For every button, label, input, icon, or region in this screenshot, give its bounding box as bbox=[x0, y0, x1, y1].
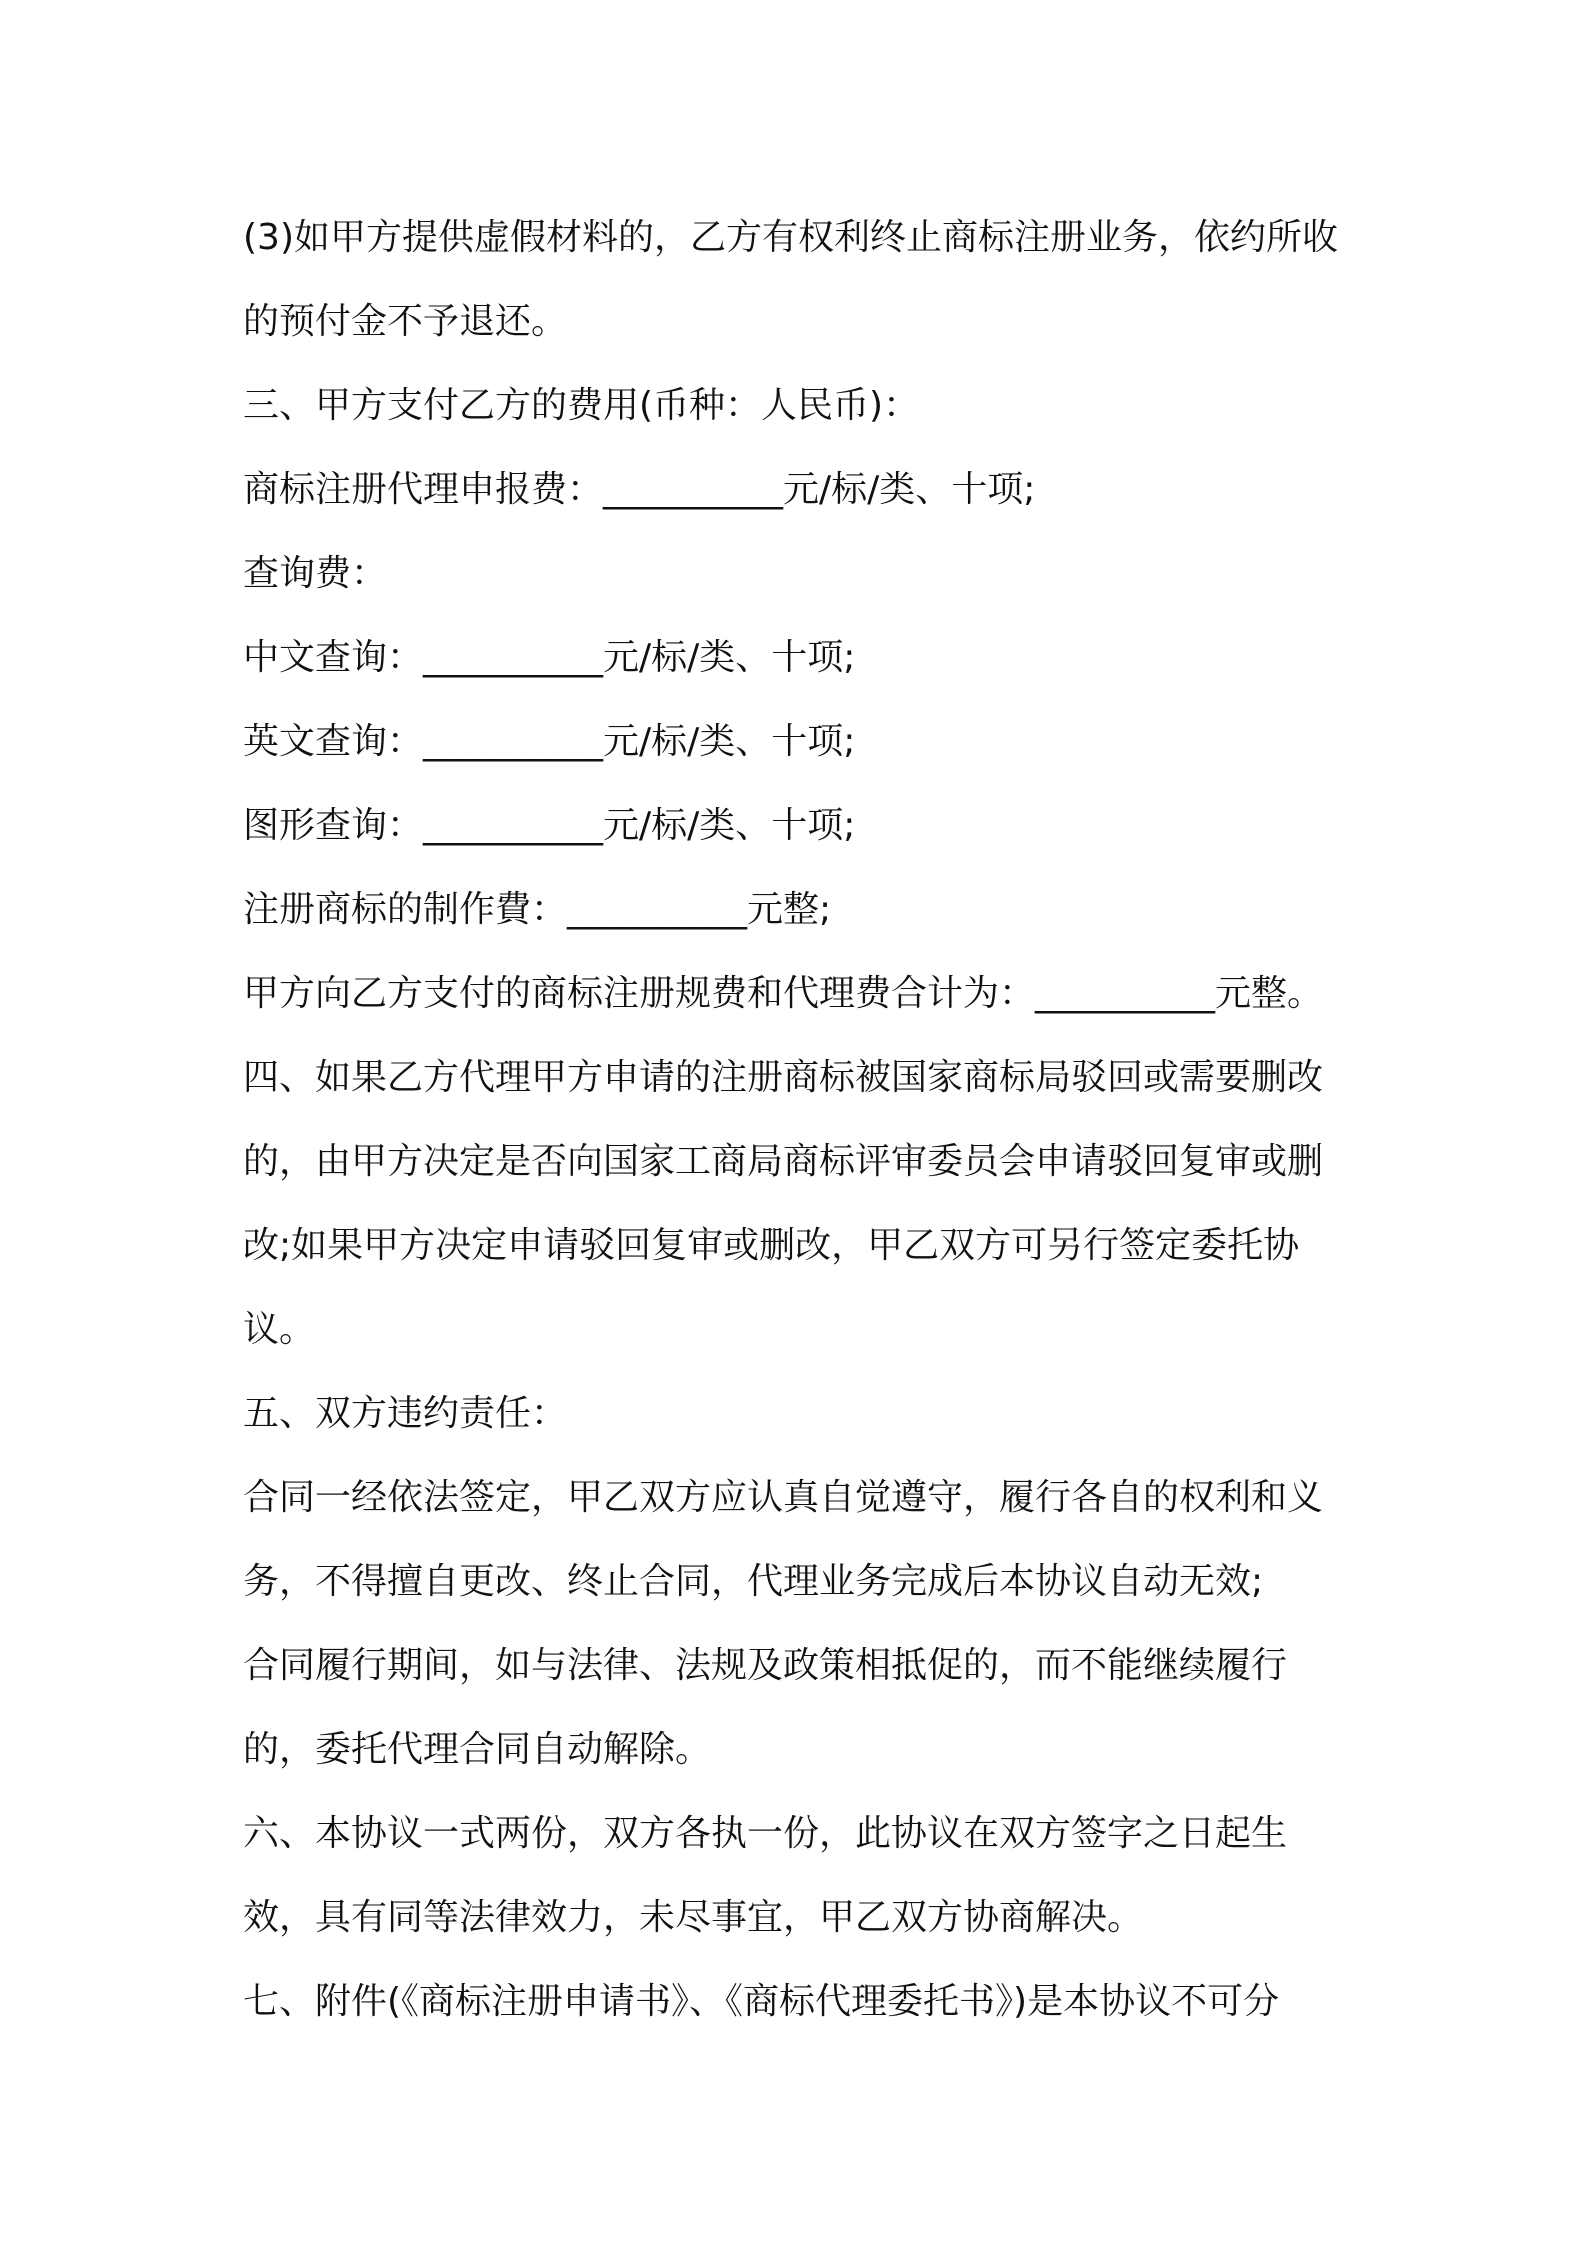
fee-line-graphic-search: 图形查询：__________元/标/类、十项; bbox=[243, 805, 856, 846]
document-body bbox=[243, 196, 1358, 2044]
fee-line-agency-filing: 商标注册代理申报费：__________元/标/类、十项; bbox=[243, 469, 1036, 510]
paragraph-false-material-clause: (3)如甲方提供虚假材料的，乙方有权利终止商标注册业务，依约所收的预付金不予退还。 bbox=[243, 217, 1338, 342]
fee-line-english-search: 英文查询：__________元/标/类、十项; bbox=[243, 721, 856, 762]
fee-line-chinese-search: 中文查询：__________元/标/类、十项; bbox=[243, 637, 856, 678]
paragraph-section-six-copies: 六、本协议一式两份，双方各执一份，此协议在双方签字之日起生效，具有同等法律效力，未尽事宜，甲乙双方协商解决。 bbox=[243, 1813, 1288, 1938]
heading-section-five-liability: 五、双方违约责任： bbox=[243, 1393, 568, 1434]
heading-section-three-fees: 三、甲方支付乙方的费用(币种：人民币)： bbox=[243, 385, 920, 426]
fee-line-total: 甲方向乙方支付的商标注册规费和代理费合计为：__________元整。 bbox=[243, 973, 1324, 1014]
paragraph-contract-compliance: 合同一经依法签定，甲乙双方应认真自觉遵守，履行各自的权利和义务，不得擅自更改、终止合同，代理业务完成后本协议自动无效; bbox=[243, 1477, 1324, 1602]
paragraph-section-four-rejection: 四、如果乙方代理甲方申请的注册商标被国家商标局驳回或需要删改的，由甲方决定是否向国家工商局商标评审委员会申请驳回复审或删改;如果甲方决定申请驳回复审或删改，甲乙双方可另行签定委托协议。 bbox=[243, 1057, 1324, 1350]
paragraph-contract-termination: 合同履行期间，如与法律、法规及政策相抵促的，而不能继续履行的，委托代理合同自动解除。 bbox=[243, 1645, 1288, 1770]
paragraph-section-seven-attachments: 七、附件(《商标注册申请书》、《商标代理委托书》)是本协议不可分 bbox=[243, 1981, 1280, 2022]
fee-line-search-heading: 查询费： bbox=[243, 553, 388, 594]
fee-line-production: 注册商标的制作費：__________元整; bbox=[243, 889, 832, 930]
